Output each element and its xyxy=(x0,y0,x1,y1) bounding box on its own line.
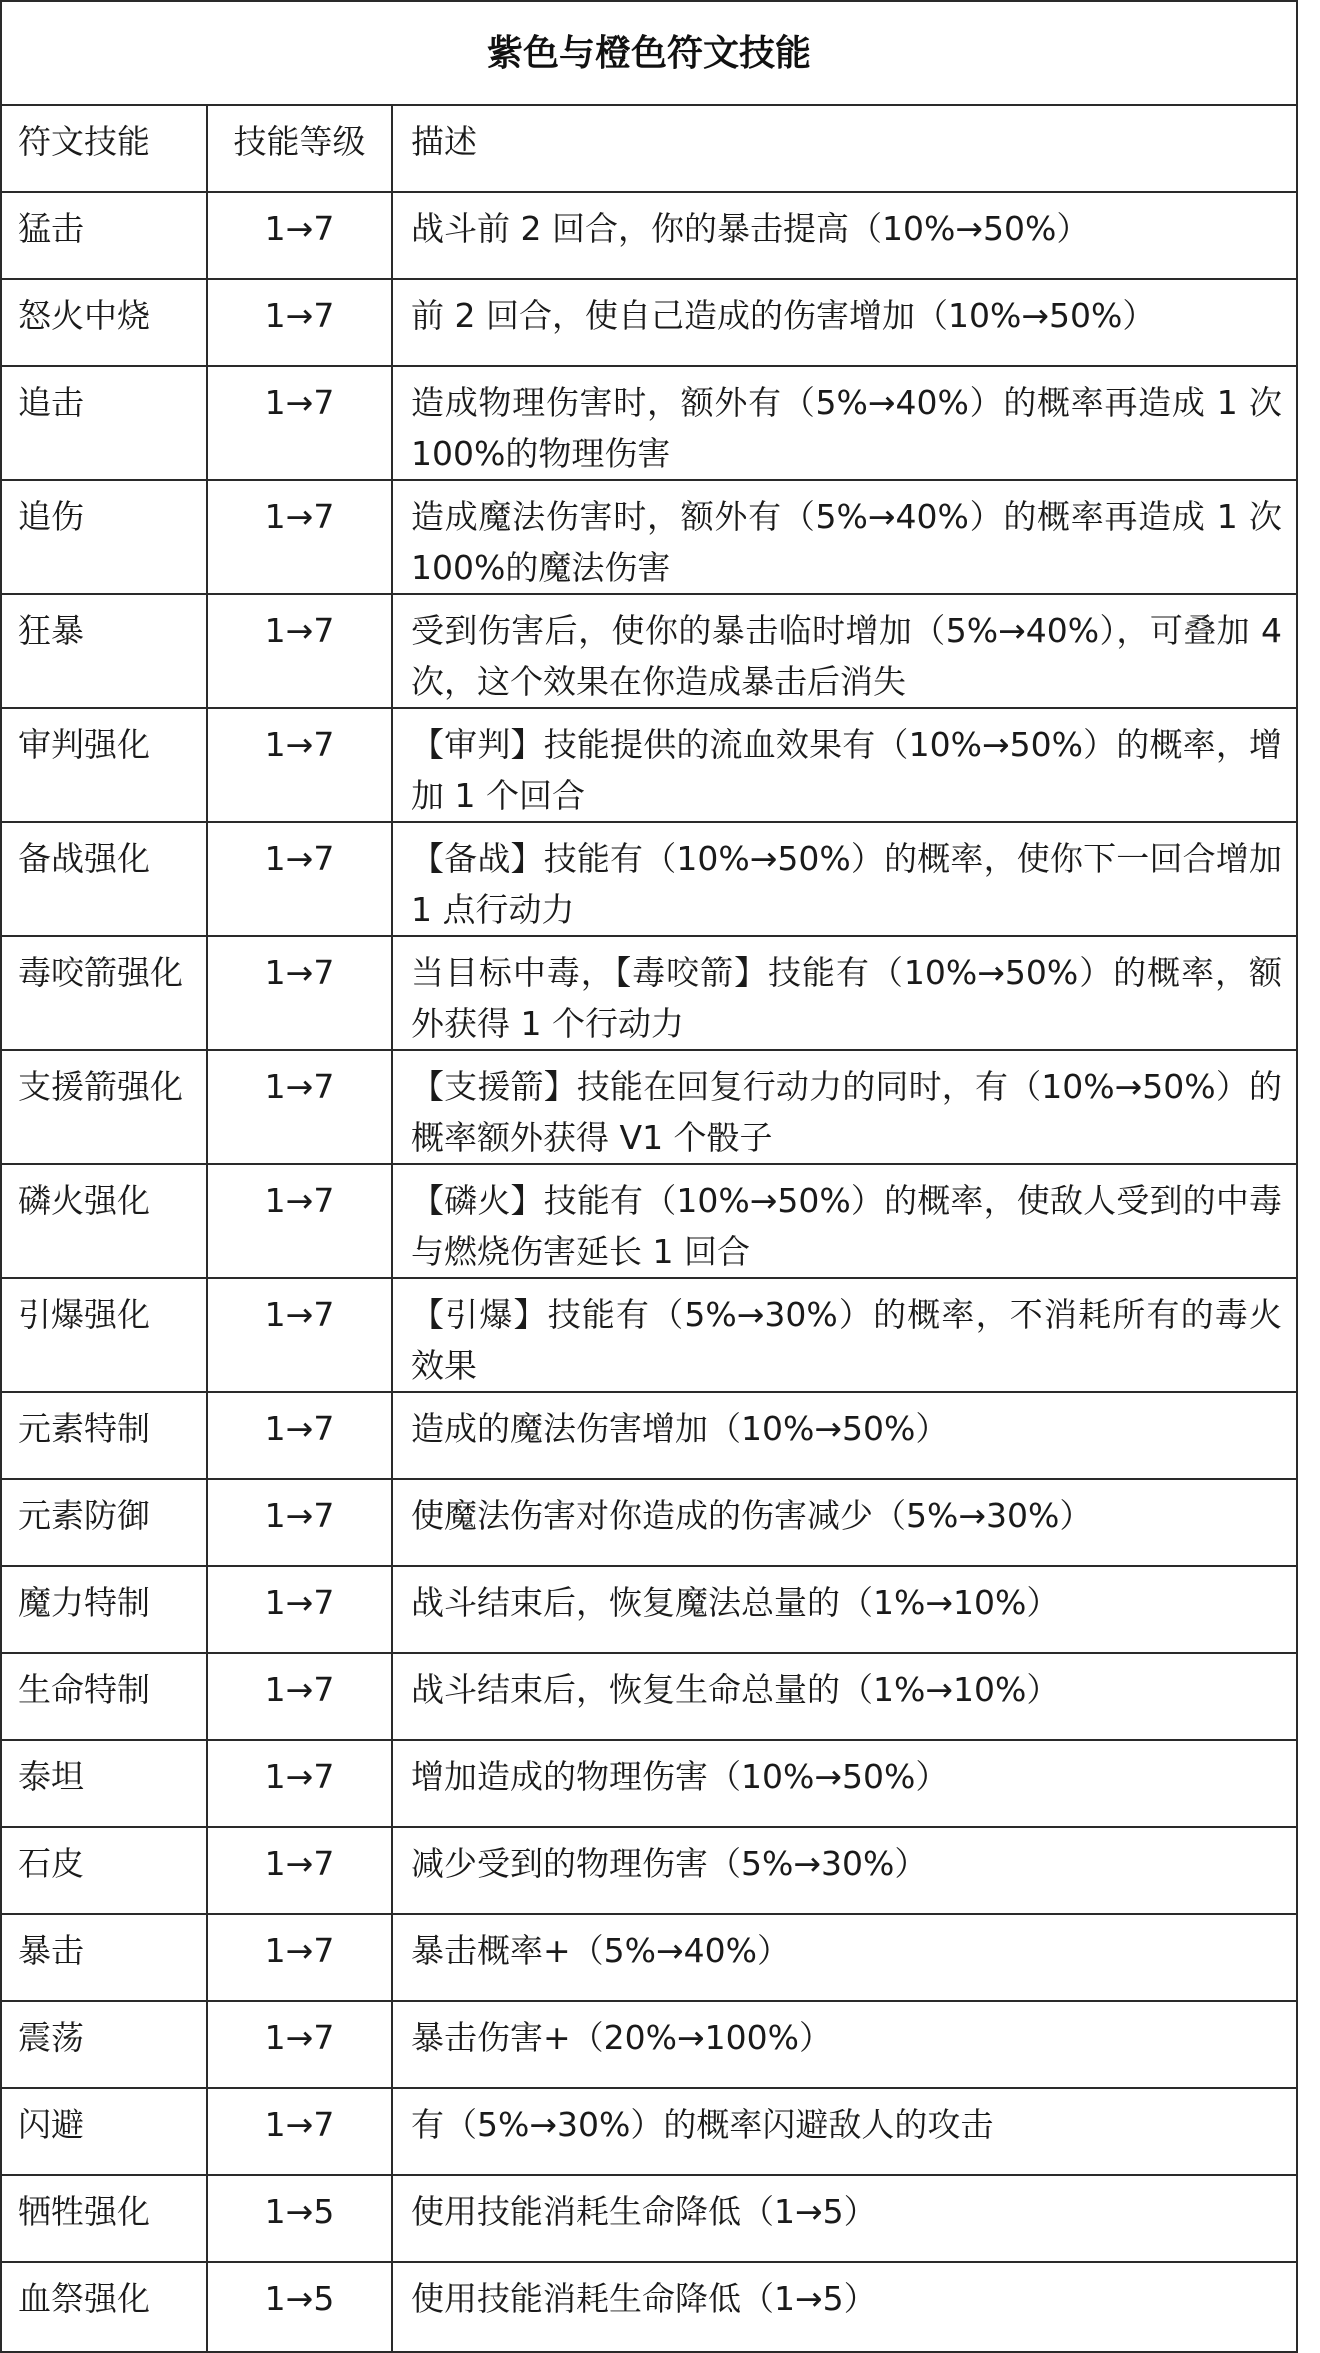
header-skill-level: 技能等级 xyxy=(207,105,392,192)
skill-description: 减少受到的物理伤害（5%→30%） xyxy=(392,1827,1297,1914)
skill-level: 1→7 xyxy=(207,1479,392,1566)
skill-level: 1→7 xyxy=(207,1392,392,1479)
table-row xyxy=(1,279,1297,366)
rune-skill-name: 震荡 xyxy=(1,2001,207,2088)
table-row xyxy=(1,2001,1297,2088)
rune-skill-name: 泰坦 xyxy=(1,1740,207,1827)
rune-skill-name: 魔力特制 xyxy=(1,1566,207,1653)
rune-skill-name: 毒咬箭强化 xyxy=(1,936,207,1050)
skill-description: 【磷火】技能有（10%→50%）的概率，使敌人受到的中毒与燃烧伤害延长 1 回合 xyxy=(392,1164,1297,1278)
skill-level: 1→7 xyxy=(207,1164,392,1278)
skill-level: 1→7 xyxy=(207,936,392,1050)
skill-description: 使用技能消耗生命降低（1→5） xyxy=(392,2175,1297,2262)
skill-description: 战斗结束后，恢复魔法总量的（1%→10%） xyxy=(392,1566,1297,1653)
table-row xyxy=(1,480,1297,594)
skill-level: 1→7 xyxy=(207,708,392,822)
skill-description: 战斗前 2 回合，你的暴击提高（10%→50%） xyxy=(392,192,1297,279)
table-row xyxy=(1,822,1297,936)
table-body xyxy=(1,192,1297,2352)
table-title-row xyxy=(1,1,1297,105)
skill-level: 1→7 xyxy=(207,366,392,480)
skill-description: 【支援箭】技能在回复行动力的同时，有（10%→50%）的概率额外获得 V1 个骰子 xyxy=(392,1050,1297,1164)
rune-skill-name: 追击 xyxy=(1,366,207,480)
skill-level: 1→7 xyxy=(207,2088,392,2175)
table-row xyxy=(1,1278,1297,1392)
rune-skill-name: 元素特制 xyxy=(1,1392,207,1479)
header-rune-skill: 符文技能 xyxy=(1,105,207,192)
rune-skill-name: 引爆强化 xyxy=(1,1278,207,1392)
rune-skill-name: 磷火强化 xyxy=(1,1164,207,1278)
skill-description: 暴击概率+（5%→40%） xyxy=(392,1914,1297,2001)
table-row xyxy=(1,2088,1297,2175)
header-description: 描述 xyxy=(392,105,1297,192)
skill-level: 1→7 xyxy=(207,1050,392,1164)
rune-skill-name: 狂暴 xyxy=(1,594,207,708)
rune-skill-name: 支援箭强化 xyxy=(1,1050,207,1164)
table-title: 紫色与橙色符文技能 xyxy=(1,1,1297,105)
table-row xyxy=(1,1914,1297,2001)
skill-level: 1→7 xyxy=(207,594,392,708)
table-row xyxy=(1,1740,1297,1827)
rune-skill-name: 血祭强化 xyxy=(1,2262,207,2352)
rune-skill-name: 生命特制 xyxy=(1,1653,207,1740)
skill-description: 前 2 回合，使自己造成的伤害增加（10%→50%） xyxy=(392,279,1297,366)
skill-description: 战斗结束后，恢复生命总量的（1%→10%） xyxy=(392,1653,1297,1740)
skill-description: 【引爆】技能有（5%→30%）的概率，不消耗所有的毒火效果 xyxy=(392,1278,1297,1392)
table-row xyxy=(1,366,1297,480)
skill-description: 【备战】技能有（10%→50%）的概率，使你下一回合增加 1 点行动力 xyxy=(392,822,1297,936)
rune-skill-name: 元素防御 xyxy=(1,1479,207,1566)
rune-skill-name: 怒火中烧 xyxy=(1,279,207,366)
rune-skill-name: 追伤 xyxy=(1,480,207,594)
skill-description: 使用技能消耗生命降低（1→5） xyxy=(392,2262,1297,2352)
skill-description: 造成的魔法伤害增加（10%→50%） xyxy=(392,1392,1297,1479)
skill-level: 1→7 xyxy=(207,279,392,366)
table-header-row xyxy=(1,105,1297,192)
table-row xyxy=(1,1050,1297,1164)
rune-skill-name: 牺牲强化 xyxy=(1,2175,207,2262)
skill-level: 1→7 xyxy=(207,1653,392,1740)
skill-description: 有（5%→30%）的概率闪避敌人的攻击 xyxy=(392,2088,1297,2175)
skill-description: 造成魔法伤害时，额外有（5%→40%）的概率再造成 1 次 100%的魔法伤害 xyxy=(392,480,1297,594)
table-row xyxy=(1,936,1297,1050)
skill-description: 增加造成的物理伤害（10%→50%） xyxy=(392,1740,1297,1827)
skill-description: 受到伤害后，使你的暴击临时增加（5%→40%），可叠加 4 次，这个效果在你造成暴击后消失 xyxy=(392,594,1297,708)
table-row xyxy=(1,1479,1297,1566)
table-row xyxy=(1,2175,1297,2262)
skill-level: 1→5 xyxy=(207,2175,392,2262)
table-row xyxy=(1,1392,1297,1479)
skill-description: 当目标中毒，【毒咬箭】技能有（10%→50%）的概率，额外获得 1 个行动力 xyxy=(392,936,1297,1050)
table-row xyxy=(1,1827,1297,1914)
skill-level: 1→7 xyxy=(207,1740,392,1827)
table-row xyxy=(1,2262,1297,2352)
skill-level: 1→7 xyxy=(207,1566,392,1653)
skill-level: 1→5 xyxy=(207,2262,392,2352)
rune-skill-name: 暴击 xyxy=(1,1914,207,2001)
rune-skill-name: 石皮 xyxy=(1,1827,207,1914)
table-row xyxy=(1,708,1297,822)
table-row xyxy=(1,594,1297,708)
skill-level: 1→7 xyxy=(207,1914,392,2001)
skill-level: 1→7 xyxy=(207,2001,392,2088)
table-row xyxy=(1,1164,1297,1278)
skill-description: 造成物理伤害时，额外有（5%→40%）的概率再造成 1 次 100%的物理伤害 xyxy=(392,366,1297,480)
skill-description: 暴击伤害+（20%→100%） xyxy=(392,2001,1297,2088)
skill-level: 1→7 xyxy=(207,822,392,936)
skill-level: 1→7 xyxy=(207,480,392,594)
skill-description: 【审判】技能提供的流血效果有（10%→50%）的概率，增加 1 个回合 xyxy=(392,708,1297,822)
rune-skill-name: 备战强化 xyxy=(1,822,207,936)
table-row xyxy=(1,192,1297,279)
skill-level: 1→7 xyxy=(207,192,392,279)
rune-skill-name: 闪避 xyxy=(1,2088,207,2175)
rune-skill-name: 猛击 xyxy=(1,192,207,279)
skill-level: 1→7 xyxy=(207,1827,392,1914)
skill-level: 1→7 xyxy=(207,1278,392,1392)
rune-skill-name: 审判强化 xyxy=(1,708,207,822)
table-row xyxy=(1,1566,1297,1653)
skill-description: 使魔法伤害对你造成的伤害减少（5%→30%） xyxy=(392,1479,1297,1566)
table-row xyxy=(1,1653,1297,1740)
